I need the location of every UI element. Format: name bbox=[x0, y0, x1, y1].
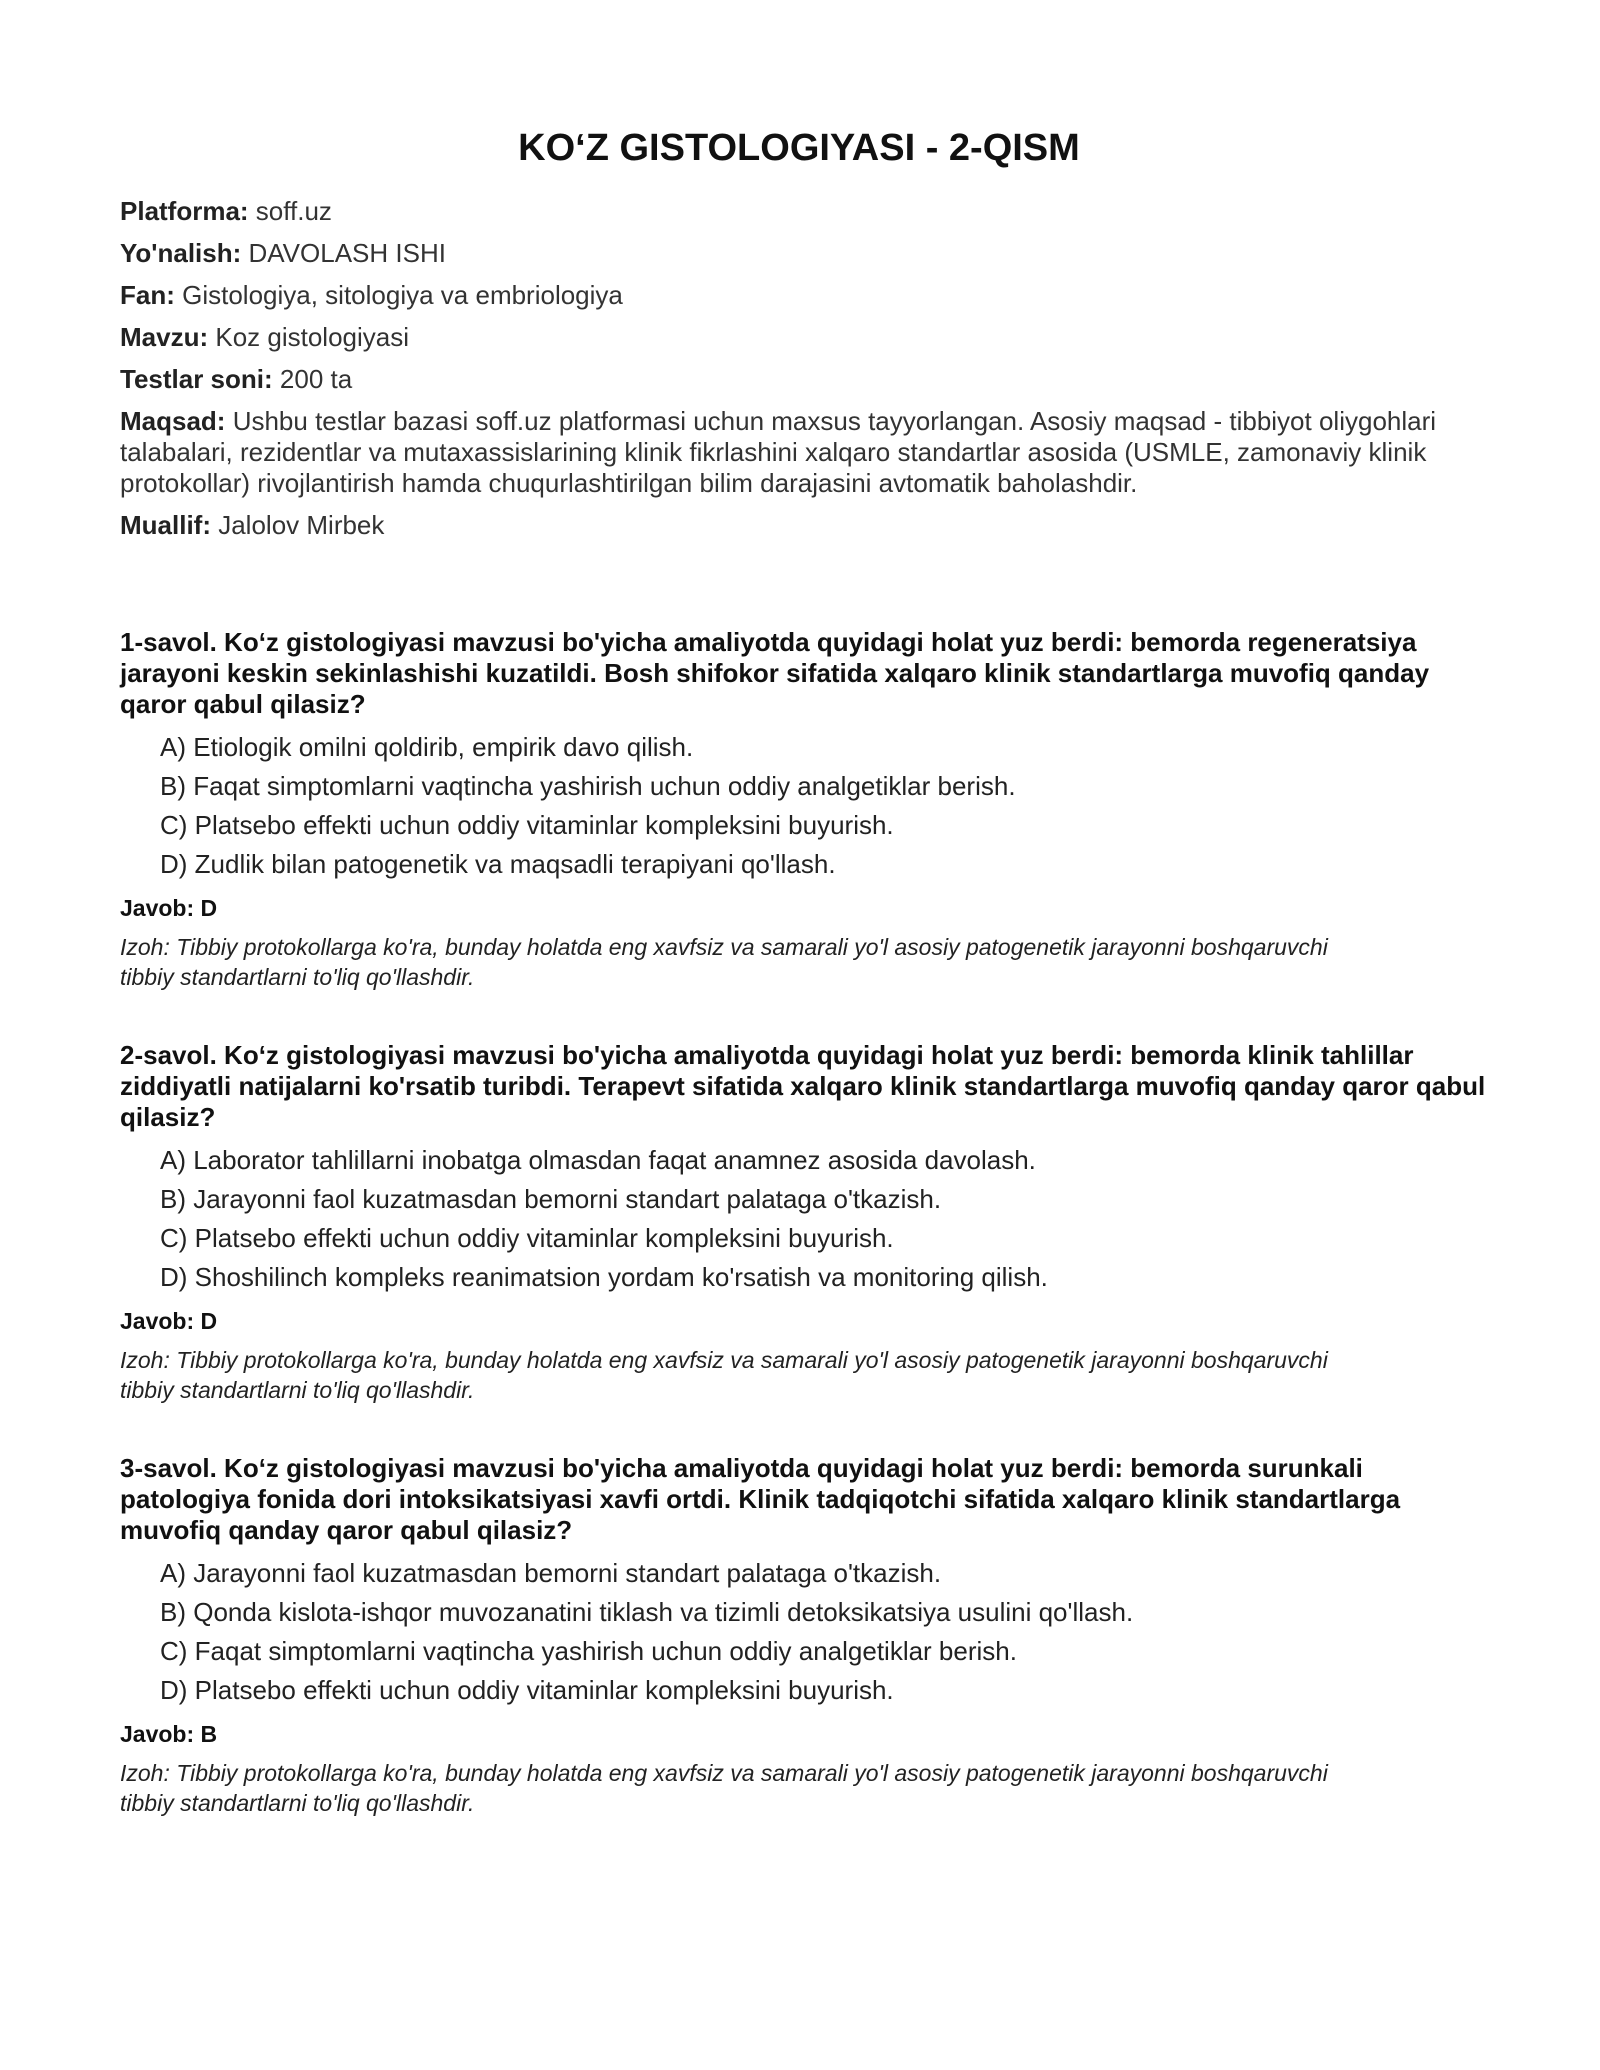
option-b: B) Qonda kislota-ishqor muvozanatini tiklash va tizimli detoksikatsiya usulini qo'llash. bbox=[160, 1597, 1134, 1627]
meta-label: Mavzu: bbox=[120, 322, 209, 352]
meta-value: Ushbu testlar bazasi soff.uz platformasi uchun maxsus tayyorlangan. Asosiy maqsad - tibbiyot oliygohlari talabalari, rezidentlar va mutaxassislarining klinik fikrlashini xalqaro standartlar asosida (USMLE, zamonaviy klinik protokollar) rivojlantirish hamda chuqurlashtirilgan bilim darajasini avtomatik baholashdir. bbox=[120, 406, 1437, 498]
meta-author bbox=[120, 510, 1490, 541]
meta-label: Testlar soni: bbox=[120, 364, 273, 394]
question-text: 1-savol. Ko‘z gistologiyasi mavzusi bo'yicha amaliyotda quyidagi holat yuz berdi: bemorda regeneratsiya jarayoni keskin sekinlashishi kuzatildi. Bosh shifokor sifatida xalqaro klinik standartlarga muvofiq qanday qaror qabul qilasiz? bbox=[120, 627, 1430, 719]
document-meta bbox=[120, 196, 1490, 541]
meta-value: 200 ta bbox=[272, 364, 353, 394]
meta-purpose bbox=[120, 406, 1490, 499]
option-c: C) Faqat simptomlarni vaqtincha yashirish uchun oddiy analgetiklar berish. bbox=[160, 1636, 1017, 1666]
meta-label: Fan: bbox=[120, 280, 175, 310]
question-text: 3-savol. Ko‘z gistologiyasi mavzusi bo'yicha amaliyotda quyidagi holat yuz berdi: bemorda surunkali patologiya fonida dori intoksikatsiyasi xavfi ortdi. Klinik tadqiqotchi sifatida xalqaro klinik standartlarga muvofiq qanday qaror qabul qilasiz? bbox=[120, 1453, 1401, 1545]
meta-value: Gistologiya, sitologiya va embriologiya bbox=[174, 280, 623, 310]
question-text: 2-savol. Ko‘z gistologiyasi mavzusi bo'yicha amaliyotda quyidagi holat yuz berdi: bemorda klinik tahlillar ziddiyatli natijalarni ko'rsatib turibdi. Terapevt sifatida xalqaro klinik standartlarga muvofiq qanday qaror qabul qilasiz? bbox=[120, 1040, 1486, 1132]
meta-value: soff.uz bbox=[248, 196, 332, 226]
meta-value: Jalolov Mirbek bbox=[211, 510, 385, 540]
meta-subject bbox=[120, 280, 1490, 311]
question-3 bbox=[120, 1453, 1490, 1818]
meta-value: DAVOLASH ISHI bbox=[241, 238, 446, 268]
explanation-text: Izoh: Tibbiy protokollarga ko'ra, bunday holatda eng xavfsiz va samarali yo'l asosiy patogenetik jarayonni boshqaruvchi tibbiy standartlarni to'liq qo'llashdir. bbox=[120, 1760, 1328, 1816]
answer-label: Javob: D bbox=[120, 895, 218, 921]
option-a: A) Laborator tahlillarni inobatga olmasdan faqat anamnez asosida davolash. bbox=[160, 1145, 1036, 1175]
option-b: B) Jarayonni faol kuzatmasdan bemorni standart palataga o'tkazish. bbox=[160, 1184, 942, 1214]
option-d: D) Zudlik bilan patogenetik va maqsadli terapiyani qo'llash. bbox=[160, 849, 836, 879]
explanation-text: Izoh: Tibbiy protokollarga ko'ra, bunday holatda eng xavfsiz va samarali yo'l asosiy patogenetik jarayonni boshqaruvchi tibbiy standartlarni to'liq qo'llashdir. bbox=[120, 934, 1328, 990]
meta-platform bbox=[120, 196, 1490, 227]
option-d: D) Shoshilinch kompleks reanimatsion yordam ko'rsatish va monitoring qilish. bbox=[160, 1262, 1048, 1292]
option-a: A) Jarayonni faol kuzatmasdan bemorni standart palataga o'tkazish. bbox=[160, 1558, 942, 1588]
option-b: B) Faqat simptomlarni vaqtincha yashirish uchun oddiy analgetiklar berish. bbox=[160, 771, 1016, 801]
meta-label: Maqsad: bbox=[120, 406, 226, 436]
explanation-text: Izoh: Tibbiy protokollarga ko'ra, bunday holatda eng xavfsiz va samarali yo'l asosiy patogenetik jarayonni boshqaruvchi tibbiy standartlarni to'liq qo'llashdir. bbox=[120, 1347, 1328, 1403]
meta-test-count bbox=[120, 364, 1490, 395]
meta-topic bbox=[120, 322, 1490, 353]
document-page bbox=[120, 0, 1490, 1866]
page-title: KO‘Z GISTOLOGIYASI - 2-QISM bbox=[518, 127, 1080, 169]
answer-label: Javob: D bbox=[120, 1308, 218, 1334]
question-2 bbox=[120, 1040, 1490, 1405]
meta-direction bbox=[120, 238, 1490, 269]
option-list bbox=[120, 732, 1490, 880]
question-list bbox=[120, 627, 1490, 1818]
meta-value: Koz gistologiyasi bbox=[208, 322, 410, 352]
meta-label: Platforma: bbox=[120, 196, 249, 226]
answer-label: Javob: B bbox=[120, 1721, 218, 1747]
option-c: C) Platsebo effekti uchun oddiy vitaminlar kompleksini buyurish. bbox=[160, 810, 894, 840]
option-d: D) Platsebo effekti uchun oddiy vitaminlar kompleksini buyurish. bbox=[160, 1675, 894, 1705]
meta-label: Yo'nalish: bbox=[120, 238, 242, 268]
option-c: C) Platsebo effekti uchun oddiy vitaminlar kompleksini buyurish. bbox=[160, 1223, 894, 1253]
option-list bbox=[120, 1558, 1490, 1706]
option-a: A) Etiologik omilni qoldirib, empirik davo qilish. bbox=[160, 732, 694, 762]
meta-label: Muallif: bbox=[120, 510, 211, 540]
option-list bbox=[120, 1145, 1490, 1293]
question-1 bbox=[120, 627, 1490, 992]
